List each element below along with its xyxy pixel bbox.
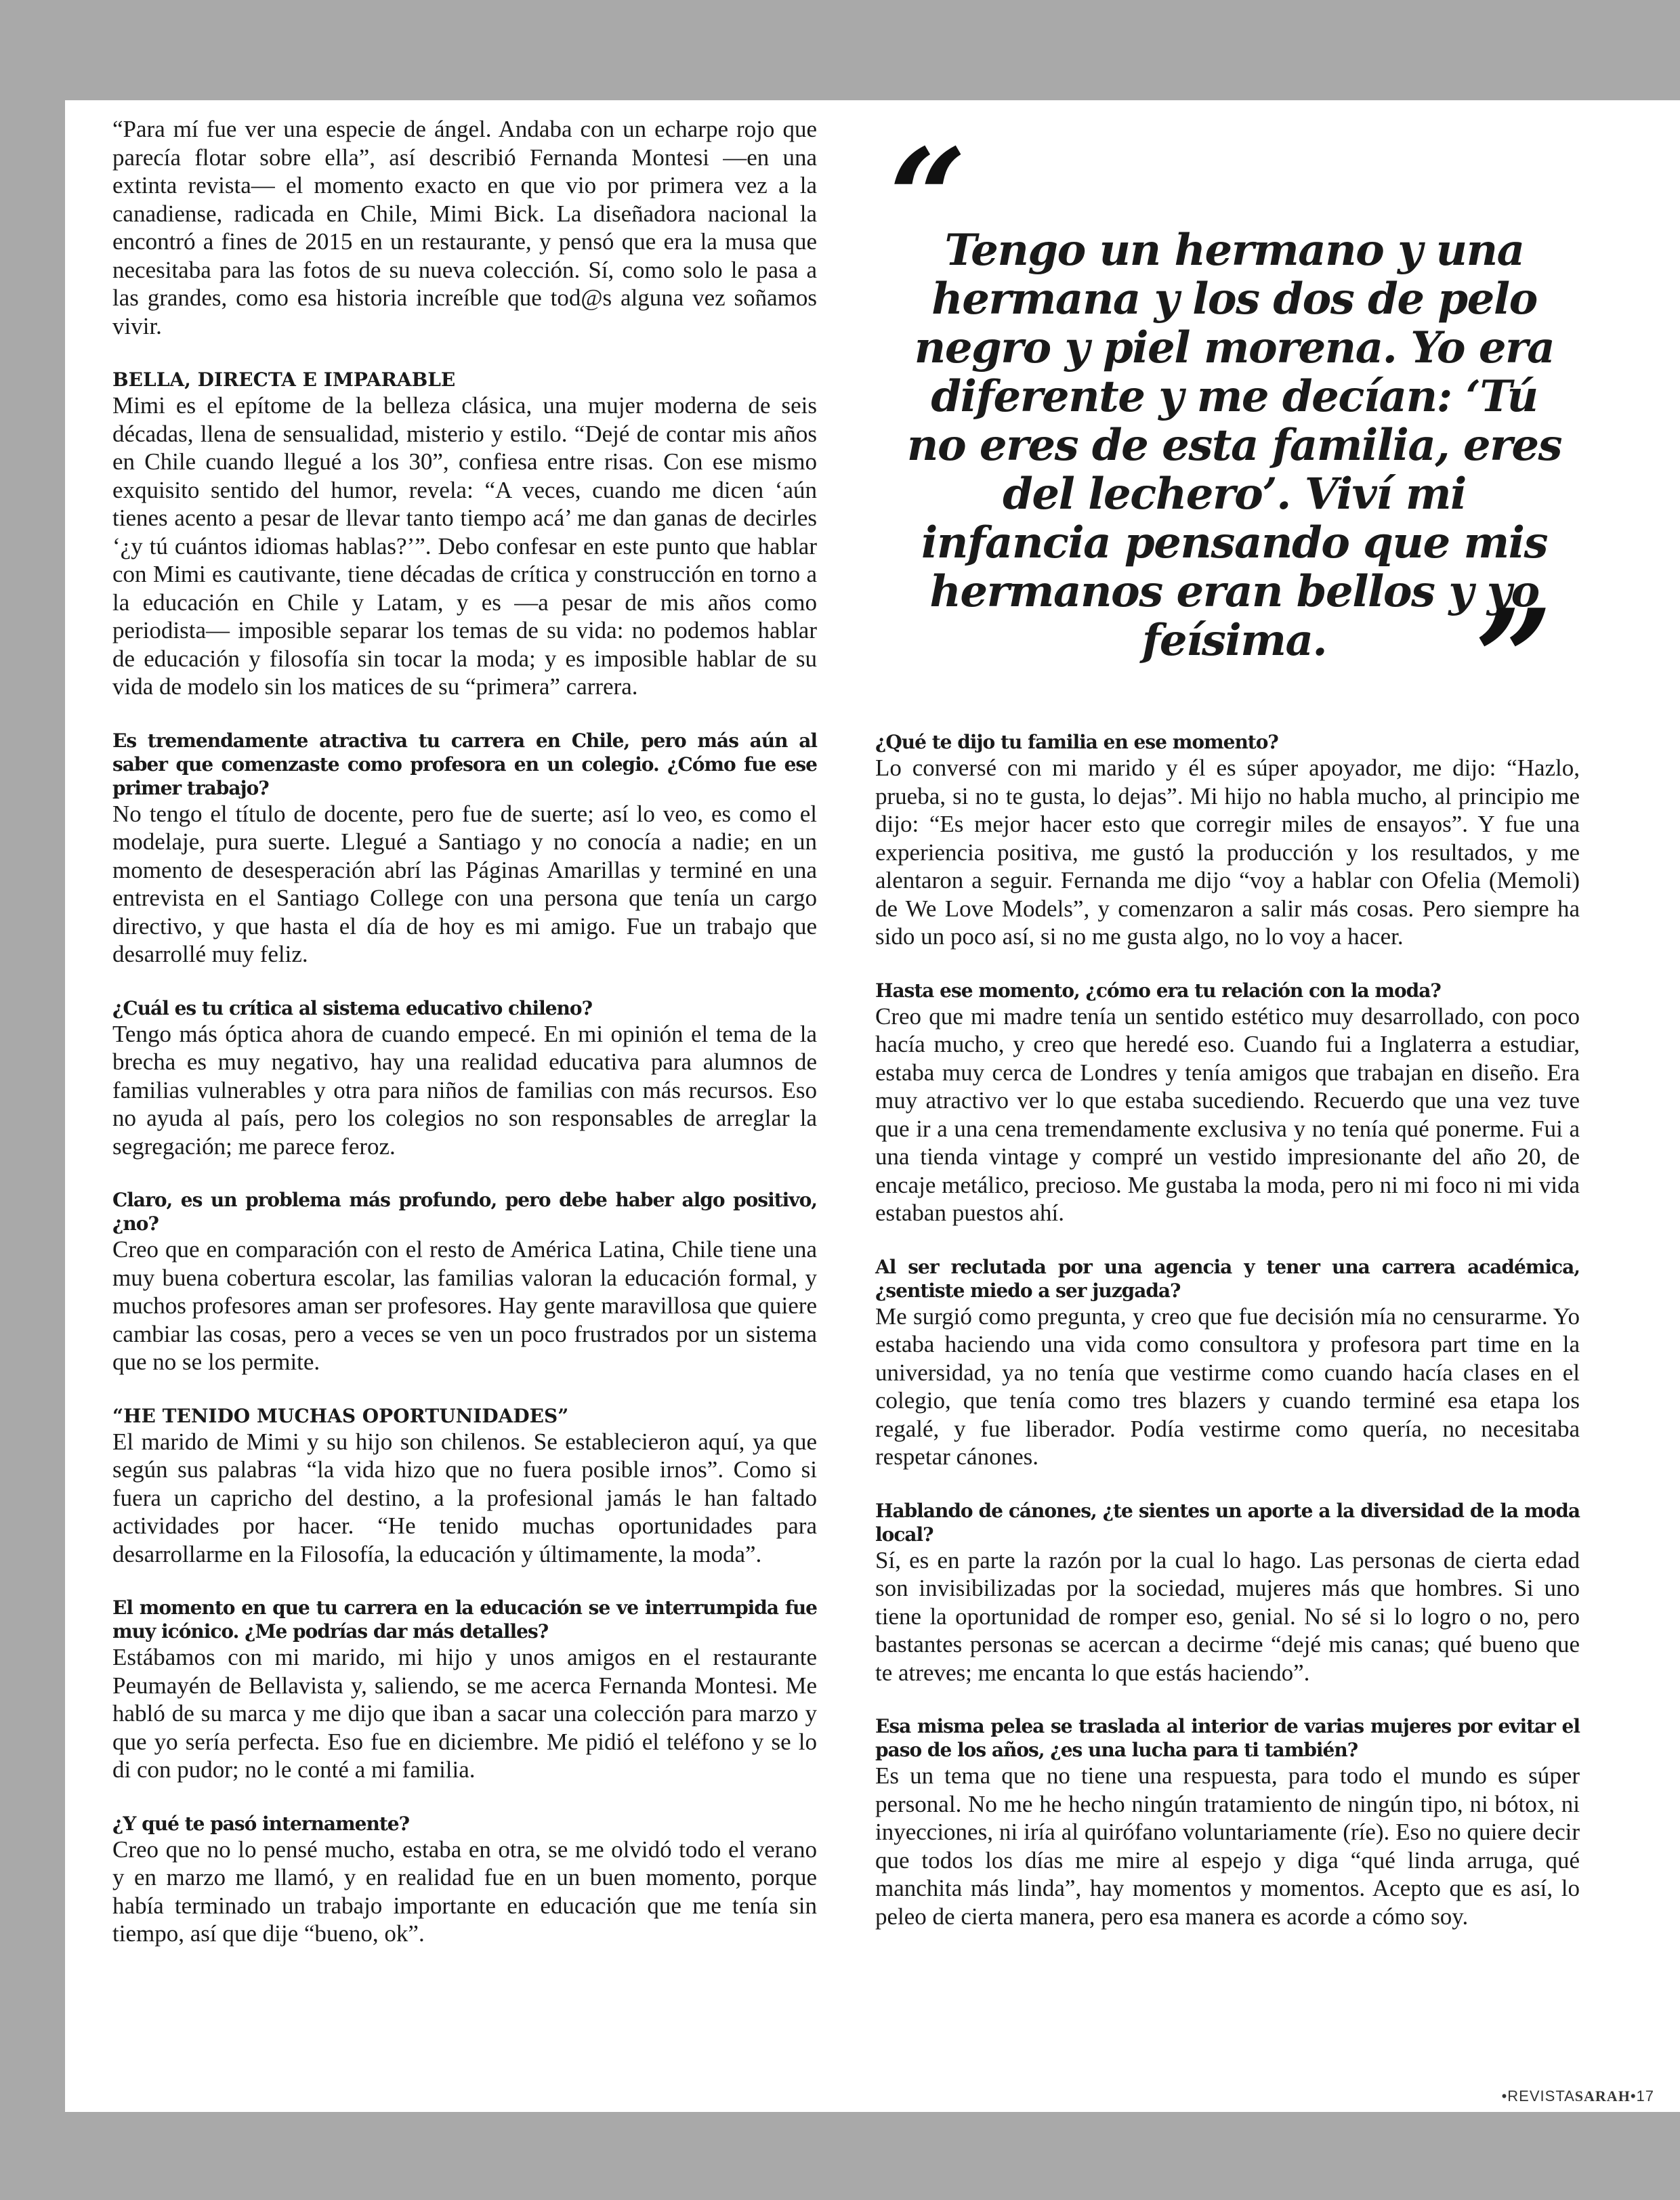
body-paragraph: El marido de Mimi y su hijo son chilenos. Se establecieron aquí, ya que según sus palabras “la vida hizo que no fuera posible irnos”. Como si fuera un capricho del destino, a la profesional jamás le han faltado actividades por hacer. “He tenido muchas oportunidades para desarrollarme en la Filosofía, la educación y últimamente, la moda”. — [112, 1428, 817, 1567]
left-column — [112, 115, 817, 1948]
answer: Tengo más óptica ahora de cuando empecé. En mi opinión el tema de la brecha es muy negativo, hay una realidad educativa para alumnos de familias vulnerables y otra para niños de familias con más recursos. Eso no ayuda al país, pero los colegios no son responsables de arreglar la segregación; me parece feroz. — [112, 1020, 817, 1160]
section-heading: BELLA, DIRECTA E IMPARABLE — [112, 368, 456, 391]
magazine-page — [65, 100, 1680, 2112]
section-bella — [112, 368, 817, 701]
answer: No tengo el título de docente, pero fue de suerte; así lo veo, es como el modelaje, pura suerte. Llegué a Santiago y no conocía a nadie; en un momento de desesperación abrí las Páginas Amarillas y terminé en una entrevista en el Santiago College con una persona que tenía un cargo directivo, y que hasta el día de hoy es mi amigo. Fue un trabajo que desarrollé muy feliz. — [112, 800, 817, 967]
qa-block — [112, 996, 817, 1161]
question: Hasta ese momento, ¿cómo era tu relación con la moda? — [875, 979, 1441, 1002]
question: Esa misma pelea se traslada al interior de varias mujeres por evitar el paso de los años, ¿es una lucha para ti también? — [875, 1715, 1580, 1761]
section-oportunidades — [112, 1404, 817, 1569]
open-quote-icon: “ — [889, 119, 967, 278]
right-column — [875, 730, 1580, 1930]
answer: Creo que en comparación con el resto de América Latina, Chile tiene una muy buena cobertura escolar, las familias valoran la educación formal, y muchos profesores aman ser profesores. Hay gente maravillosa que quiere cambiar las cosas, pero a veces se ven un poco frustrados por un sistema que no se los permite. — [112, 1236, 817, 1375]
answer: Sí, es en parte la razón por la cual lo hago. Las personas de cierta edad son invisibilizadas por la sociedad, mujeres más que hombres. Si uno tiene la oportunidad de romper eso, genial. No sé si lo logro o no, pero bastantes personas se acercan a decirme “dejé mis canas; qué bueno que te atreves; me encanta lo que estás haciendo”. — [875, 1546, 1580, 1686]
page-number: •17 — [1630, 2088, 1654, 2104]
intro-paragraph: “Para mí fue ver una especie de ángel. Andaba con un echarpe rojo que parecía flotar sobre ella”, así describió Fernanda Montesi —en una extinta revista— el momento exacto en que vio por primera vez a la canadiense, radicada en Chile, Mimi Bick. La diseñadora nacional la encontró a fines de 2015 en un restaurante, y pensó que era la musa que necesitaba para las fotos de su nueva colección. Sí, como solo le pasa a las grandes, como esa historia increíble que tod@s alguna vez soñamos vivir. — [112, 116, 817, 339]
answer: Creo que no lo pensé mucho, estaba en otra, se me olvidó todo el verano y en marzo me llamó, y en realidad fue en un buen momento, porque había terminado un trabajo importante en educación que me tenía sin tiempo, así que dije “bueno, ok”. — [112, 1836, 817, 1947]
qa-block — [875, 1714, 1580, 1930]
qa-block — [112, 729, 817, 969]
answer: Lo conversé con mi marido y él es súper apoyador, me dijo: “Hazlo, prueba, si no te gusta, lo dejas”. Mi hijo no habla mucho, al principio me dijo: “Es mejor hacer esto que corregir miles de ensayos”. Y fue una experiencia positiva, me gustó la producción y los resultados, y me alentaron a seguir. Fernanda me dijo “voy a hablar con Ofelia (Memoli) de We Love Models”, y comenzaron a salir más cosas. Pero siempre ha sido un poco así, si no me gusta algo, no lo voy a hacer. — [875, 755, 1580, 950]
answer: Creo que mi madre tenía un sentido estético muy desarrollado, con poco hacía mucho, y creo que heredé eso. Cuando fui a Inglaterra a estudiar, estaba muy cerca de Londres y tenía amigos que trabajan en diseño. Era muy atractivo ver lo que estaba sucediendo. Recuerdo que una vez tuve que ir a una cena tremendamente exclusiva y no tenía qué ponerme. Fui a una tienda vintage y compré un vestido impresionante del año 20, de encaje metálico, precioso. Me gustaba la moda, pero ni mi foco ni mi vida estaban puestos ahí. — [875, 1002, 1580, 1226]
qa-block — [112, 1812, 817, 1948]
section-heading: “HE TENIDO MUCHAS OPORTUNIDADES” — [112, 1404, 569, 1427]
qa-block — [875, 730, 1580, 951]
close-quote-icon: ” — [1474, 580, 1553, 739]
brand-prefix: •REVISTA — [1501, 2088, 1575, 2104]
pull-quote-text: Tengo un hermano y una hermana y los dos de pelo negro y piel morena. Yo era diferente y me decían: ‘Tú no eres de esta familia, eres del lechero’. Viví mi infancia pensando que mis hermanos eran bellos y yo feísima. — [906, 225, 1562, 666]
brand-name: SARAH — [1574, 2088, 1631, 2104]
question: ¿Qué te dijo tu familia en ese momento? — [875, 731, 1278, 753]
answer: Es un tema que no tiene una respuesta, para todo el mundo es súper personal. No me he hecho ningún tratamiento de ningún tipo, ni bótox, ni inyecciones, ni iría al quirófano voluntariamente (ríe). Eso no quiere decir que todos los días me mire al espejo y diga “qué linda arruga, qué manchita más linda”, hay momentos y momentos. Acepto que es así, lo peleo de cierta manera, pero esa manera es acorde a cómo soy. — [875, 1762, 1580, 1930]
page-footer — [1502, 2088, 1654, 2105]
qa-block — [112, 1188, 817, 1376]
pull-quote — [875, 119, 1580, 739]
qa-block — [875, 979, 1580, 1227]
question: Es tremendamente atractiva tu carrera en Chile, pero más aún al saber que comenzaste como profesora en un colegio. ¿Cómo fue ese primer trabajo? — [112, 729, 817, 799]
body-paragraph: Mimi es el epítome de la belleza clásica, una mujer moderna de seis décadas, llena de sensualidad, misterio y estilo. “Dejé de contar mis años en Chile cuando llegué a los 30”, confiesa entre risas. Con ese mismo exquisito sentido del humor, revela: “A veces, cuando me dicen ‘aún tienes acento a pesar de llevar tanto tiempo acá’ me dan ganas de decirles ‘¿y tú cuántos idiomas hablas?’”. Debo confesar en este punto que hablar con Mimi es cautivante, tiene décadas de crítica y construcción en torno a la educación en Chile y Latam, y es —a pesar de mis años como periodista— imposible separar los temas de su vida: no podemos hablar de educación y filosofía sin tocar la moda; y es imposible hablar de su vida de modelo sin los matices de su “primera” carrera. — [112, 392, 817, 700]
question: El momento en que tu carrera en la educación se ve interrumpida fue muy icónico. ¿Me podrías dar más detalles? — [112, 1596, 817, 1643]
question: ¿Y qué te pasó internamente? — [112, 1812, 409, 1835]
qa-block — [875, 1499, 1580, 1687]
question: ¿Cuál es tu crítica al sistema educativo chileno? — [112, 996, 592, 1019]
question: Claro, es un problema más profundo, pero debe haber algo positivo, ¿no? — [112, 1189, 817, 1235]
question: Hablando de cánones, ¿te sientes un aporte a la diversidad de la moda local? — [875, 1499, 1580, 1546]
qa-block — [875, 1255, 1580, 1471]
answer: Me surgió como pregunta, y creo que fue decisión mía no censurarme. Yo estaba haciendo una vida como consultora y profesora part time en la universidad, ya no tenía que vestirme como cuando hacía clases en el colegio, que tenía como tres blazers y cuando terminé esa etapa los regalé, y fue liberador. Podía vestirme como quería, no necesitaba respetar cánones. — [875, 1303, 1580, 1470]
question: Al ser reclutada por una agencia y tener una carrera académica, ¿sentiste miedo a ser juzgada? — [875, 1255, 1580, 1302]
answer: Estábamos con mi marido, mi hijo y unos amigos en el restaurante Peumayén de Bellavista y, saliendo, se me acerca Fernanda Montesi. Me habló de su marca y me dijo que iban a sacar una colección para marzo y que yo sería perfecta. Eso fue en diciembre. Me pidió el teléfono y se lo di con pudor; no le conté a mi familia. — [112, 1644, 817, 1783]
qa-block — [112, 1596, 817, 1784]
